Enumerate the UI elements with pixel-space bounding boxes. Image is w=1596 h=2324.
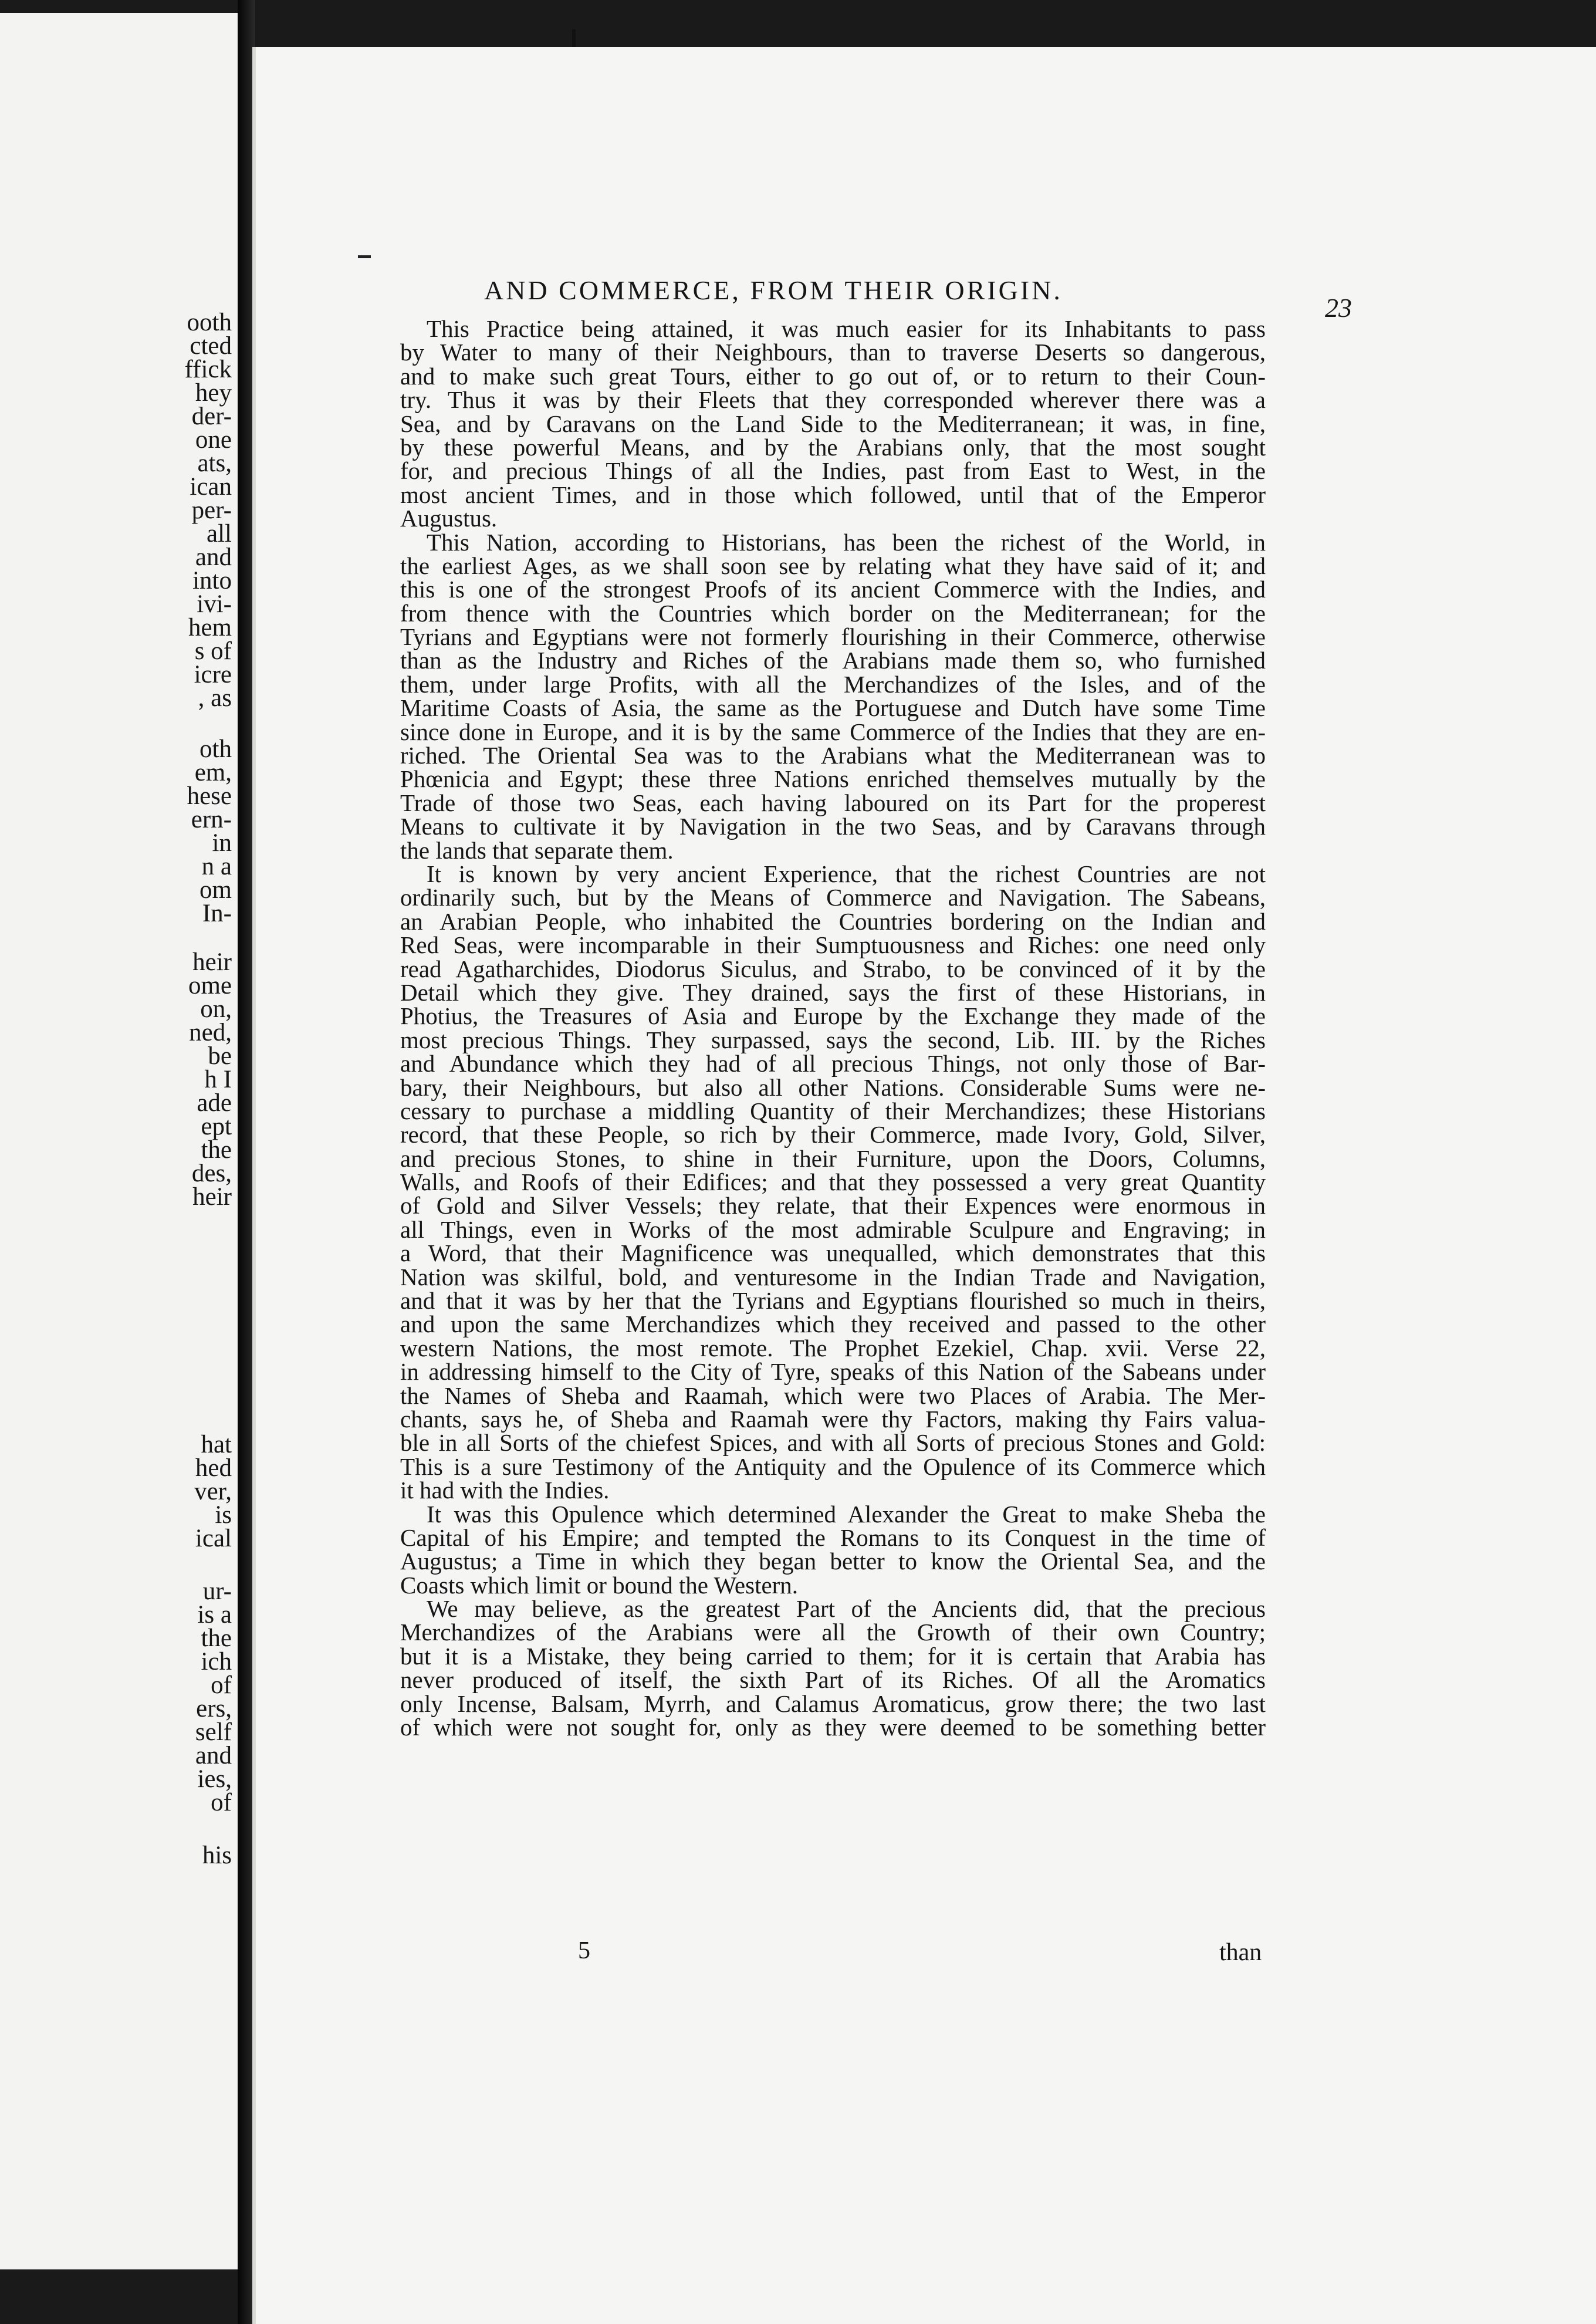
left-page-line-fragment: in [212, 829, 232, 857]
left-page-line-fragment: the [201, 1624, 232, 1652]
left-page-line-fragment: his [202, 1842, 232, 1869]
left-page-line-fragment: ican [190, 473, 232, 501]
text-line: the Names of Sheba and Raamah, which were two Places of Arabia. The Mer- [400, 1381, 1266, 1409]
left-page-line-fragment: of [211, 1789, 232, 1816]
text-line: Capital of his Empire; and tempted the Romans to its Conquest in the time of [400, 1524, 1266, 1551]
text-line: most ancient Times, and in those which followed, until that of the Emperor [400, 481, 1266, 508]
left-page-line-fragment: ers, [196, 1695, 232, 1722]
text-line: and upon the same Merchandizes which they received and passed to the other [400, 1310, 1266, 1338]
left-page-line-fragment: n a [201, 853, 232, 880]
left-page-line-fragment: hey [195, 379, 232, 407]
left-page-line-fragment: be [208, 1042, 232, 1070]
text-line: an Arabian People, who inhabited the Countries bordering on the Indian and [400, 907, 1266, 935]
left-page-line-fragment: ffick [184, 356, 232, 383]
left-page-line-fragment: all [207, 520, 232, 548]
text-line: We may believe, as the greatest Part of the Ancients did, that the precious [427, 1595, 1266, 1623]
text-line: Tyrians and Egyptians were not formerly flourishing in their Commerce, otherwise [400, 623, 1266, 651]
text-line: by Water to many of their Neighbours, than to traverse Deserts so dangerous, [400, 339, 1266, 366]
left-page-line-fragment: der- [191, 403, 232, 430]
left-page-line-fragment: des, [191, 1160, 232, 1187]
running-head: AND COMMERCE, FROM THEIR ORIGIN. [484, 275, 1063, 305]
left-page-line-fragment: h I [204, 1066, 232, 1093]
text-line: but it is a Mistake, they being carried to them; for it is certain that Arabia has [400, 1642, 1266, 1670]
text-line: riched. The Oriental Sea was to the Arabians what the Mediterranean was to [400, 742, 1266, 769]
text-line: record, that these People, so rich by their Commerce, made Ivory, Gold, Silver, [400, 1121, 1266, 1149]
left-page-line-fragment: hat [201, 1431, 232, 1458]
page-number: 23 [1325, 293, 1352, 323]
text-line: Coasts which limit or bound the Western. [400, 1571, 799, 1599]
text-line: read Agatharchides, Diodorus Siculus, and Strabo, to be convinced of it by the [400, 955, 1266, 982]
left-page-line-fragment: ned, [189, 1019, 232, 1046]
text-line: western Nations, the most remote. The Prophet Ezekiel, Chap. xvii. Verse 22, [400, 1334, 1266, 1362]
text-line: of Gold and Silver Vessels; they relate, that their Expences were enormous in [400, 1192, 1266, 1220]
text-line: of which were not sought for, only as they were deemed to be something better [400, 1714, 1266, 1741]
left-page-line-fragment: In- [202, 900, 232, 927]
text-line: the earliest Ages, as we shall soon see by relating what they have said of it; and [400, 552, 1266, 579]
left-page-line-fragment: hed [195, 1454, 232, 1482]
text-line: and that it was by her that the Tyrians and Egyptians flourished so much in theirs, [400, 1287, 1266, 1315]
text-line: never produced of itself, the sixth Part of its Riches. Of all the Aromatics [400, 1666, 1266, 1694]
text-line: cessary to purchase a middling Quantity of their Merchandizes; these Historians [400, 1097, 1266, 1124]
text-line: This Practice being attained, it was much easier for its Inhabitants to pass [427, 315, 1266, 342]
text-line: Photius, the Treasures of Asia and Europe by the Exchange they made of the [400, 1002, 1266, 1030]
body-text [400, 317, 1266, 1739]
text-line: and to make such great Tours, either to go out of, or to return to their Coun- [400, 362, 1266, 390]
left-page-line-fragment: ur- [202, 1578, 232, 1605]
text-line: Walls, and Roofs of their Edifices; and that they possessed a very great Quantity [400, 1168, 1266, 1196]
text-line: Red Seas, were incomparable in their Sumptuousness and Riches: one need only [400, 931, 1266, 959]
text-line: all Things, even in Works of the most admirable Sculpure and Engraving; in [400, 1215, 1266, 1243]
top-edge-mark [572, 29, 576, 47]
text-line: ble in all Sorts of the chiefest Spices, and with all Sorts of precious Stones and Gold: [400, 1429, 1266, 1457]
left-page-line-fragment: is a [197, 1601, 232, 1629]
text-line: them, under large Profits, with all the Merchandizes of the Isles, and of the [400, 670, 1266, 698]
text-line: since done in Europe, and it is by the same Commerce of the Indies that they are en- [400, 718, 1266, 745]
left-page-line-fragment: em, [194, 759, 232, 786]
left-page-line-fragment: ats, [197, 450, 232, 477]
text-line: This is a sure Testimony of the Antiquity and the Opulence of its Commerce which [400, 1452, 1266, 1480]
left-page-line-fragment: the [201, 1136, 232, 1164]
left-page-line-fragment: om [200, 876, 232, 904]
left-page-line-fragment: ade [197, 1089, 232, 1117]
left-page-line-fragment: ome [188, 972, 232, 999]
text-line: Merchandizes of the Arabians were all the Growth of their own Country; [400, 1619, 1266, 1646]
left-page-line-fragment: ern- [191, 806, 232, 833]
margin-dash-mark [358, 255, 371, 258]
left-page-line-fragment: one [195, 426, 232, 454]
text-line: in addressing himself to the City of Tyre, speaks of this Nation of the Sabeans under [400, 1358, 1266, 1386]
left-page-line-fragment: heir [192, 948, 232, 976]
catchword: than [1219, 1939, 1262, 1966]
text-line: and precious Stones, to shine in their Furniture, upon the Doors, Columns, [400, 1144, 1266, 1172]
text-line: and Abundance which they had of all precious Things, not only those of Bar- [400, 1050, 1266, 1077]
text-line: Detail which they give. They drained, says the first of these Historians, in [400, 978, 1266, 1006]
text-line: It is known by very ancient Experience, that the richest Countries are not [427, 860, 1266, 887]
left-page-line-fragment: ver, [194, 1478, 232, 1505]
text-line: Augustus; a Time in which they began better to know the Oriental Sea, and the [400, 1548, 1266, 1575]
text-line: most precious Things. They surpassed, says the second, Lib. III. by the Riches [400, 1026, 1266, 1053]
text-line: Means to cultivate it by Navigation in the two Seas, and by Caravans through [400, 813, 1266, 840]
text-line: only Incense, Balsam, Myrrh, and Calamus Aromaticus, grow there; the two last [400, 1690, 1266, 1717]
left-page-line-fragment: per- [191, 496, 232, 524]
text-line: Trade of those two Seas, each having laboured on its Part for the properest [400, 789, 1266, 816]
left-page-line-fragment: and [195, 543, 232, 571]
left-page-line-fragment: on, [200, 995, 232, 1023]
text-line: Augustus. [400, 505, 498, 532]
left-page-line-fragment: hem [188, 614, 232, 641]
text-line: ordinarily such, but by the Means of Commerce and Navigation. The Sabeans, [400, 884, 1266, 911]
left-page-line-fragment: into [192, 567, 232, 594]
text-line: bary, their Neighbours, but also all other Nations. Considerable Sums were ne- [400, 1073, 1266, 1101]
left-page-line-fragment: icre [194, 661, 232, 688]
left-page-line-fragment: ich [201, 1648, 232, 1676]
text-line: Maritime Coasts of Asia, the same as the Portuguese and Dutch have some Time [400, 694, 1266, 722]
text-line: this is one of the strongest Proofs of its ancient Commerce with the Indies, and [400, 576, 1266, 603]
left-page-line-fragment: of [211, 1671, 232, 1699]
left-page-line-fragment: ivi- [197, 590, 232, 618]
left-page-line-fragment: hese [187, 782, 232, 810]
left-page-line-fragment: cted [190, 332, 232, 360]
text-line: it had with the Indies. [400, 1477, 610, 1504]
signature-mark: 5 [578, 1937, 590, 1964]
left-page-line-fragment: ooth [187, 309, 232, 336]
text-line: try. Thus it was by their Fleets that they corresponded wherever there was a [400, 386, 1266, 414]
text-line: Nation was skilful, bold, and venturesome in the Indian Trade and Navigation, [400, 1263, 1266, 1291]
left-page-line-fragment: and [195, 1742, 232, 1769]
text-line: the lands that separate them. [400, 836, 674, 864]
text-line: from thence with the Countries which border on the Mediterranean; for the [400, 599, 1266, 627]
text-line: than as the Industry and Riches of the Arabians made them so, who furnished [400, 647, 1266, 674]
text-line: for, and precious Things of all the Indies, past from East to West, in the [400, 457, 1266, 485]
text-line: chants, says he, of Sheba and Raamah were thy Factors, making thy Fairs valua- [400, 1405, 1266, 1433]
left-page-fragment [0, 13, 239, 2269]
text-line: It was this Opulence which determined Alexander the Great to make Sheba the [427, 1500, 1266, 1528]
text-line: Sea, and by Caravans on the Land Side to the Mediterranean; it was, in fine, [400, 410, 1266, 437]
left-page-line-fragment: ies, [197, 1765, 232, 1793]
left-page-line-fragment: oth [200, 735, 232, 763]
text-line: a Word, that their Magnificence was unequalled, which demonstrates that this [400, 1239, 1266, 1267]
text-line: Phœnicia and Egypt; these three Nations enriched themselves mutually by the [400, 765, 1266, 793]
left-page-line-fragment: self [195, 1718, 232, 1746]
left-page-line-fragment: ept [201, 1113, 232, 1140]
text-line: by these powerful Means, and by the Arabians only, that the most sought [400, 433, 1266, 461]
left-page-line-fragment: ical [195, 1525, 232, 1552]
left-page-line-fragment: heir [192, 1183, 232, 1211]
left-page-line-fragment: s of [194, 637, 232, 665]
left-page-line-fragment: is [215, 1501, 232, 1529]
text-line: This Nation, according to Historians, has been the richest of the World, in [427, 528, 1266, 556]
left-page-line-fragment: , as [198, 684, 232, 712]
